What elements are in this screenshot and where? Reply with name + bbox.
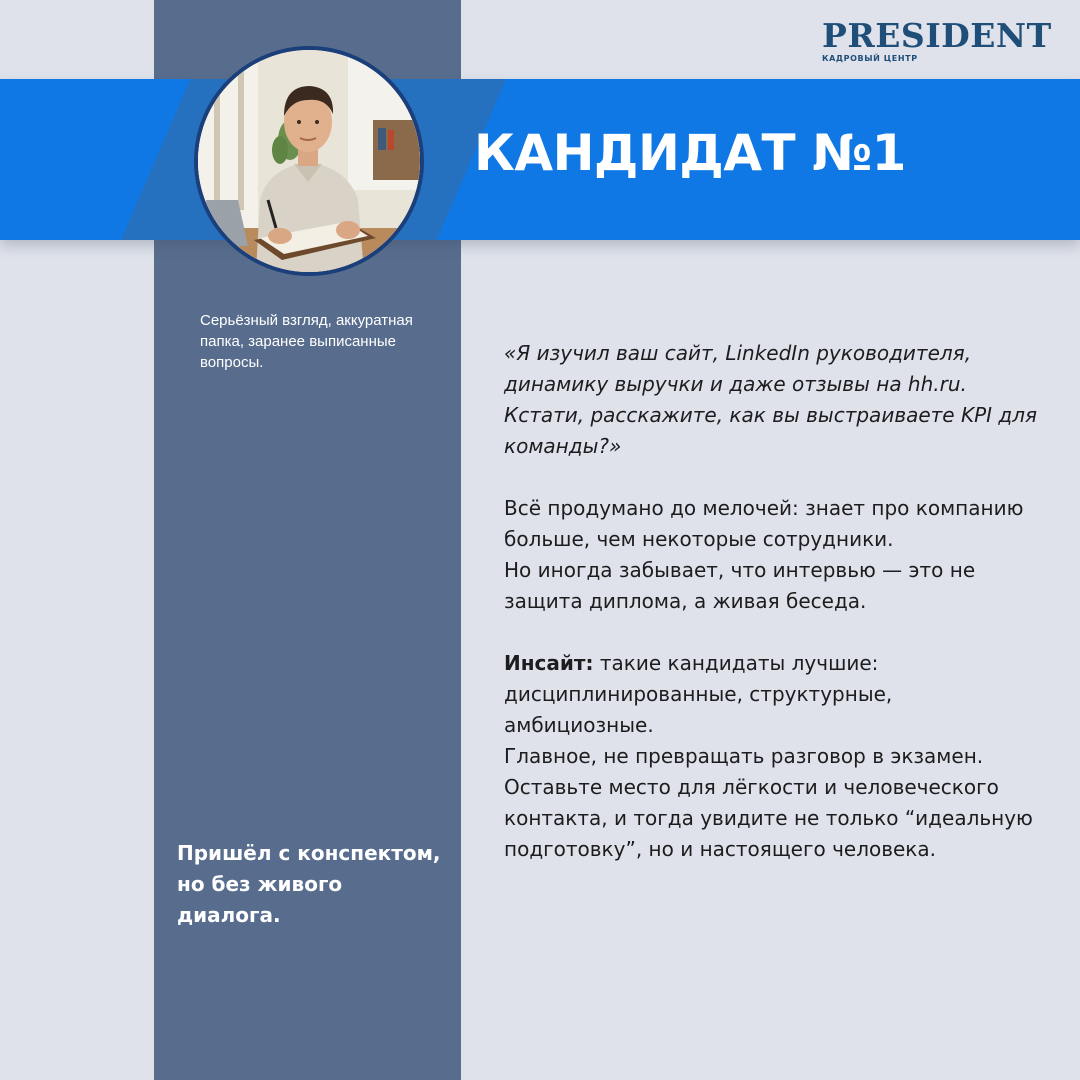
insight-line-1 [504,648,1044,741]
side-note: Пришёл с конспектом, но без живого диалога. [177,841,441,927]
insight-text: такие кандидаты лучшие: дисциплинированные, структурные, амбициозные. [504,651,893,737]
candidate-portrait-icon [198,50,420,272]
description-line-2: Но иногда забывает, что интервью — это не защита диплома, а живая беседа. [504,558,976,613]
brand-name: PRESIDENT [822,16,1052,55]
main-text [504,338,1044,865]
insight-paragraph [504,648,1044,865]
insight-line-2: Главное, не превращать разговор в экзамен. [504,744,984,768]
candidate-photo [194,46,424,276]
brand-tagline: КАДРОВЫЙ ЦЕНТР [822,54,918,63]
photo-caption: Серьёзный взгляд, аккуратная папка, заранее выписанные вопросы. [200,312,413,371]
insight-line-3: Оставьте место для лёгкости и человеческого контакта, и тогда увидите не только “идеальную подготовку”, но и настоящего человека. [504,775,1033,861]
candidate-quote: «Я изучил ваш сайт, LinkedIn руководителя, динамику выручки и даже отзывы на hh.ru. Кстати, расскажите, как вы выстраиваете KPI для команды?» [504,341,1038,458]
page-title: КАНДИДАТ №1 [474,124,906,182]
description-line-1: Всё продумано до мелочей: знает про компанию больше, чем некоторые сотрудники. [504,496,1024,551]
brand-logo [822,16,1052,63]
description-paragraph [504,493,1044,617]
insight-label: Инсайт: [504,651,594,675]
